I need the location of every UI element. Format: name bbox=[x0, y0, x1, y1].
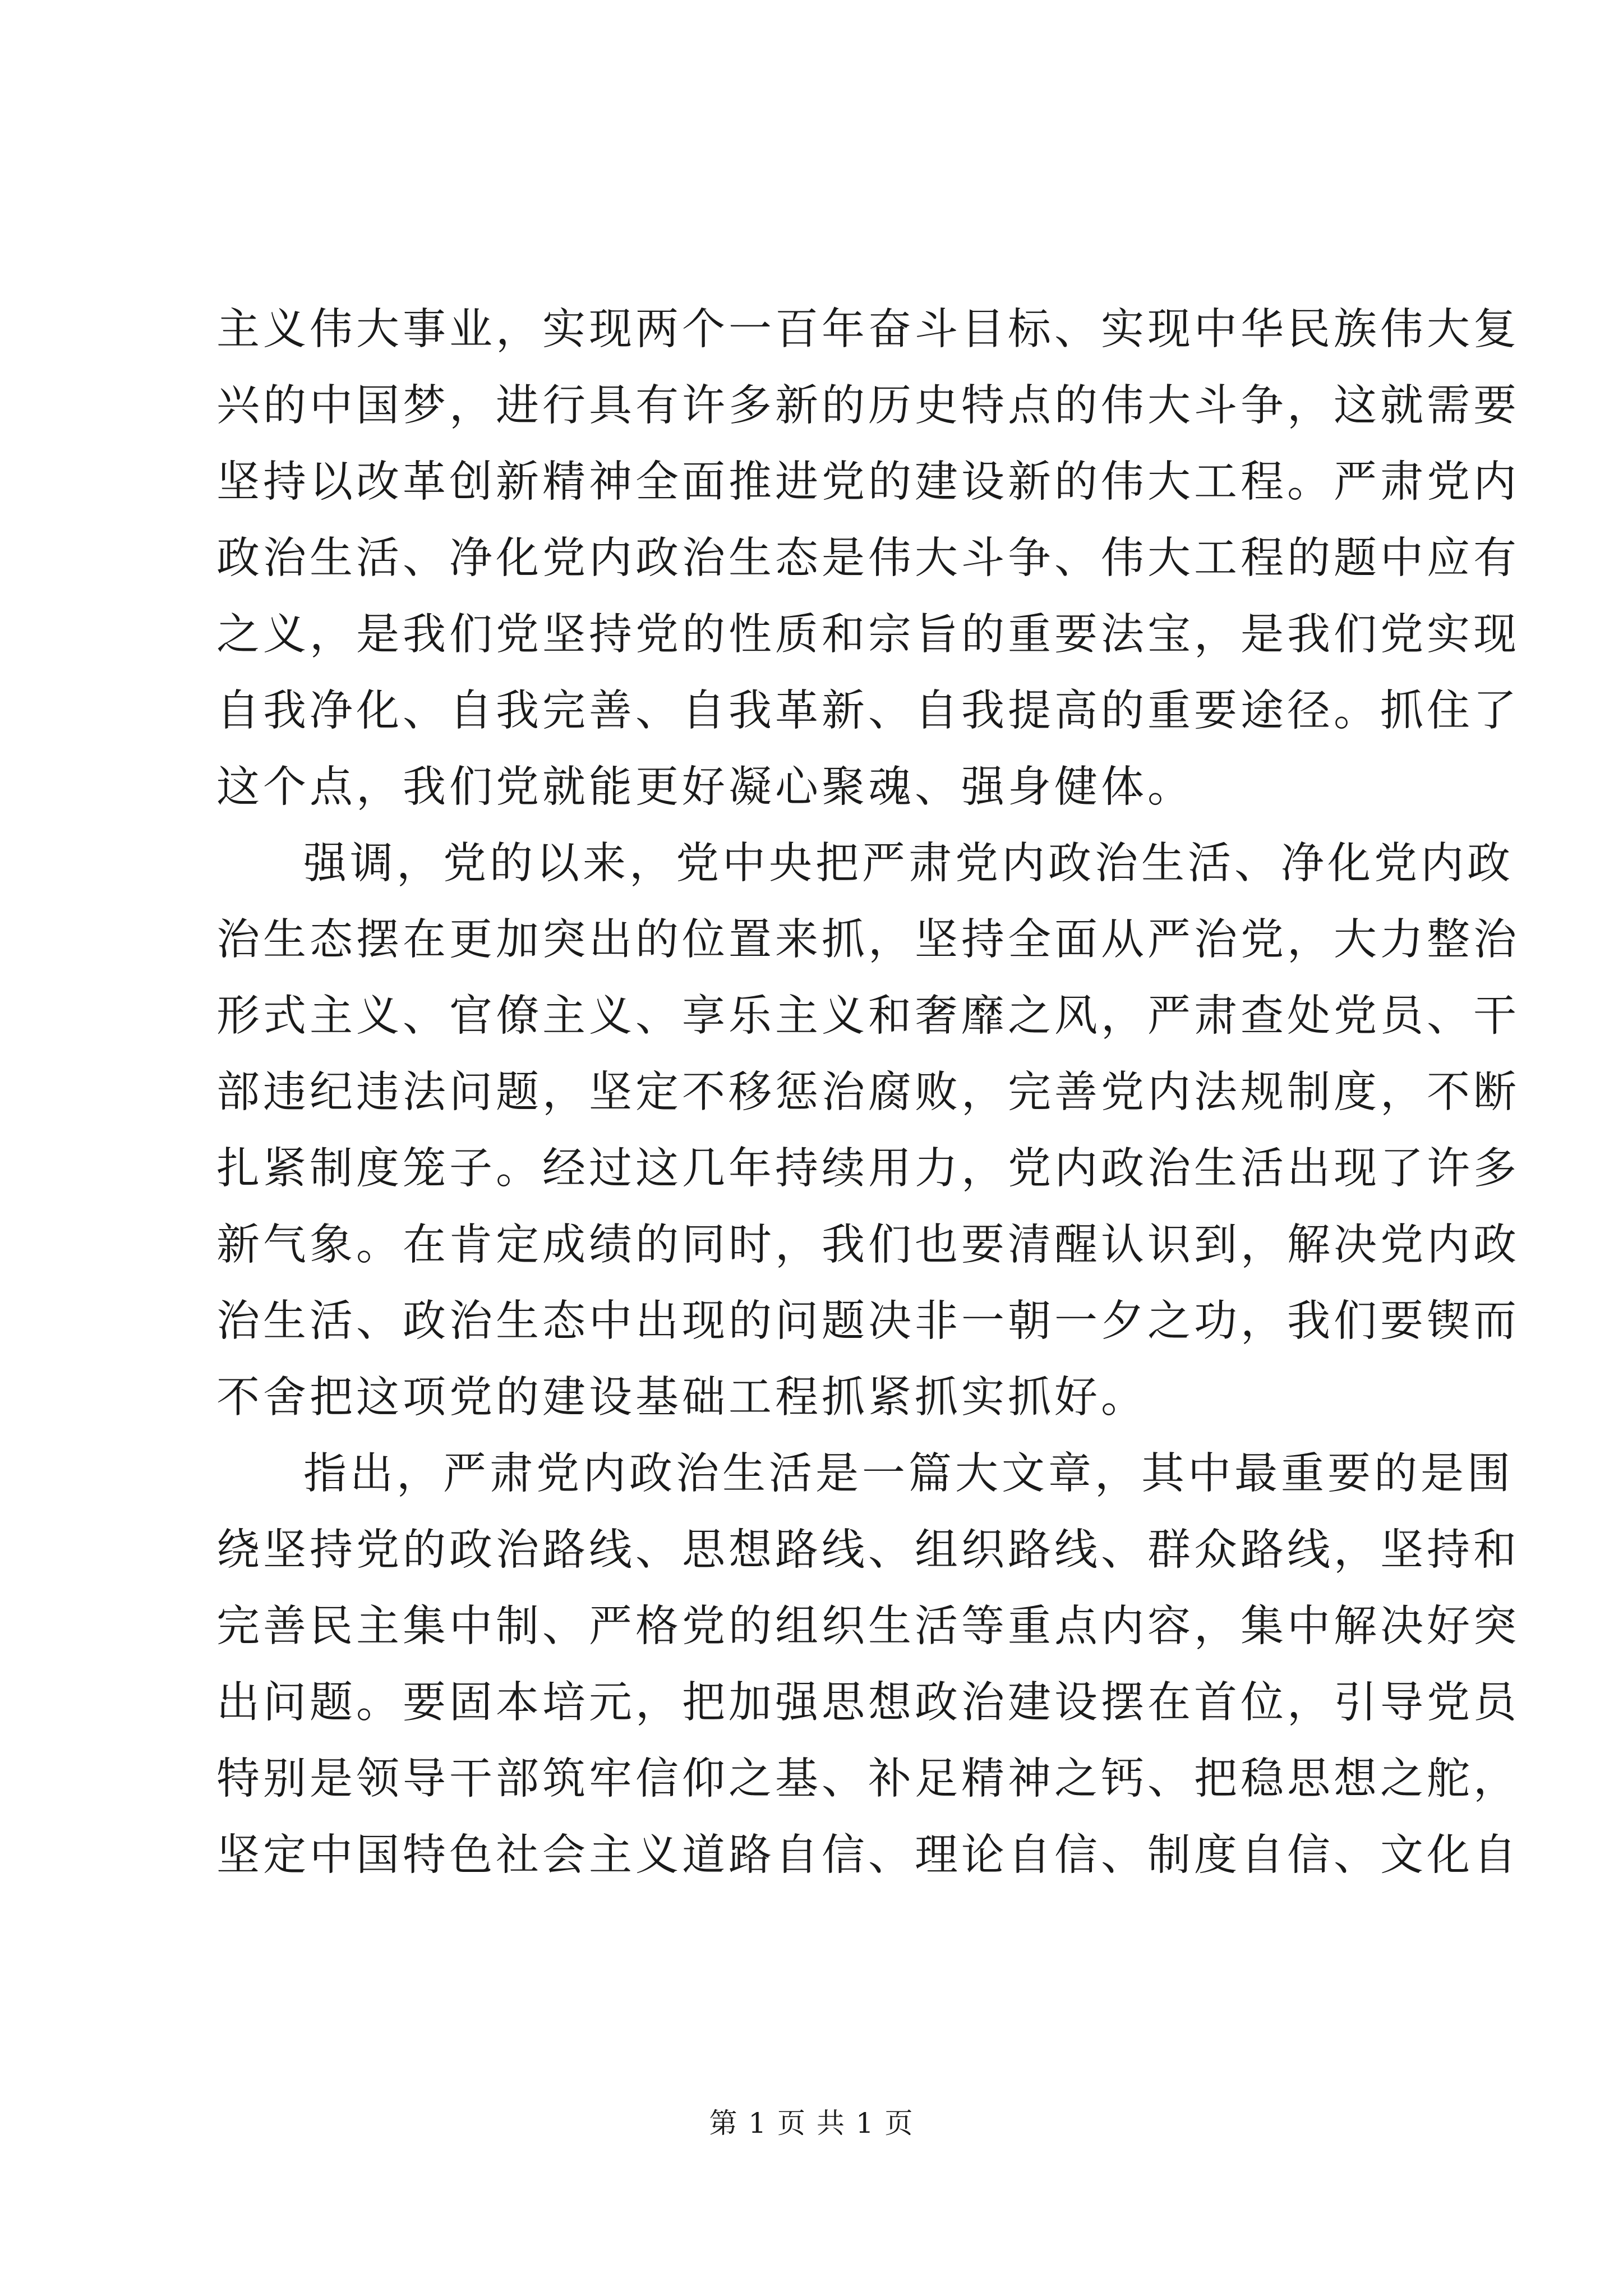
text-line: 兴的中国梦，进行具有许多新的历史特点的伟大斗争，这就需要 bbox=[216, 381, 1520, 431]
text-line: 部违纪违法问题，坚定不移惩治腐败，完善党内法规制度，不断 bbox=[216, 1068, 1520, 1117]
paragraph bbox=[216, 826, 1520, 1436]
text-line: 出问题。要固本培元，把加强思想政治建设摆在首位，引导党员 bbox=[216, 1678, 1520, 1728]
text-line: 形式主义、官僚主义、享乐主义和奢靡之风，严肃查处党员、干 bbox=[216, 991, 1520, 1041]
text-line: 治生态摆在更加突出的位置来抓，坚持全面从严治党，大力整治 bbox=[216, 915, 1520, 965]
text-line: 之义，是我们党坚持党的性质和宗旨的重要法宝，是我们党实现 bbox=[216, 610, 1520, 660]
text-line: 完善民主集中制、严格党的组织生活等重点内容，集中解决好突 bbox=[216, 1602, 1520, 1651]
text-line: 强调，党的以来，党中央把严肃党内政治生活、净化党内政 bbox=[303, 839, 1514, 889]
paragraph bbox=[216, 292, 1520, 826]
paragraph bbox=[216, 1436, 1520, 1894]
page-number-footer: 第 1 页 共 1 页 bbox=[709, 2107, 914, 2139]
text-line: 扎紧制度笼子。经过这几年持续用力，党内政治生活出现了许多 bbox=[216, 1144, 1520, 1194]
text-line: 指出，严肃党内政治生活是一篇大文章，其中最重要的是围 bbox=[303, 1449, 1514, 1499]
text-line: 主义伟大事业，实现两个一百年奋斗目标、实现中华民族伟大复 bbox=[216, 305, 1520, 355]
document-body bbox=[216, 292, 1520, 1894]
text-line: 这个点，我们党就能更好凝心聚魂、强身健体。 bbox=[216, 762, 1194, 812]
text-line: 政治生活、净化党内政治生态是伟大斗争、伟大工程的题中应有 bbox=[216, 533, 1520, 583]
text-line: 治生活、政治生态中出现的问题决非一朝一夕之功，我们要锲而 bbox=[216, 1296, 1520, 1346]
text-line: 自我净化、自我完善、自我革新、自我提高的重要途径。抓住了 bbox=[216, 686, 1520, 736]
text-line: 绕坚持党的政治路线、思想路线、组织路线、群众路线，坚持和 bbox=[216, 1525, 1520, 1575]
text-line: 新气象。在肯定成绩的同时，我们也要清醒认识到，解决党内政 bbox=[216, 1220, 1520, 1270]
text-line: 坚定中国特色社会主义道路自信、理论自信、制度自信、文化自 bbox=[216, 1830, 1520, 1880]
text-line: 坚持以改革创新精神全面推进党的建设新的伟大工程。严肃党内 bbox=[216, 457, 1520, 507]
text-line: 不舍把这项党的建设基础工程抓紧抓实抓好。 bbox=[216, 1373, 1147, 1423]
text-line: 特别是领导干部筑牢信仰之基、补足精神之钙、把稳思想之舵， bbox=[216, 1754, 1520, 1804]
